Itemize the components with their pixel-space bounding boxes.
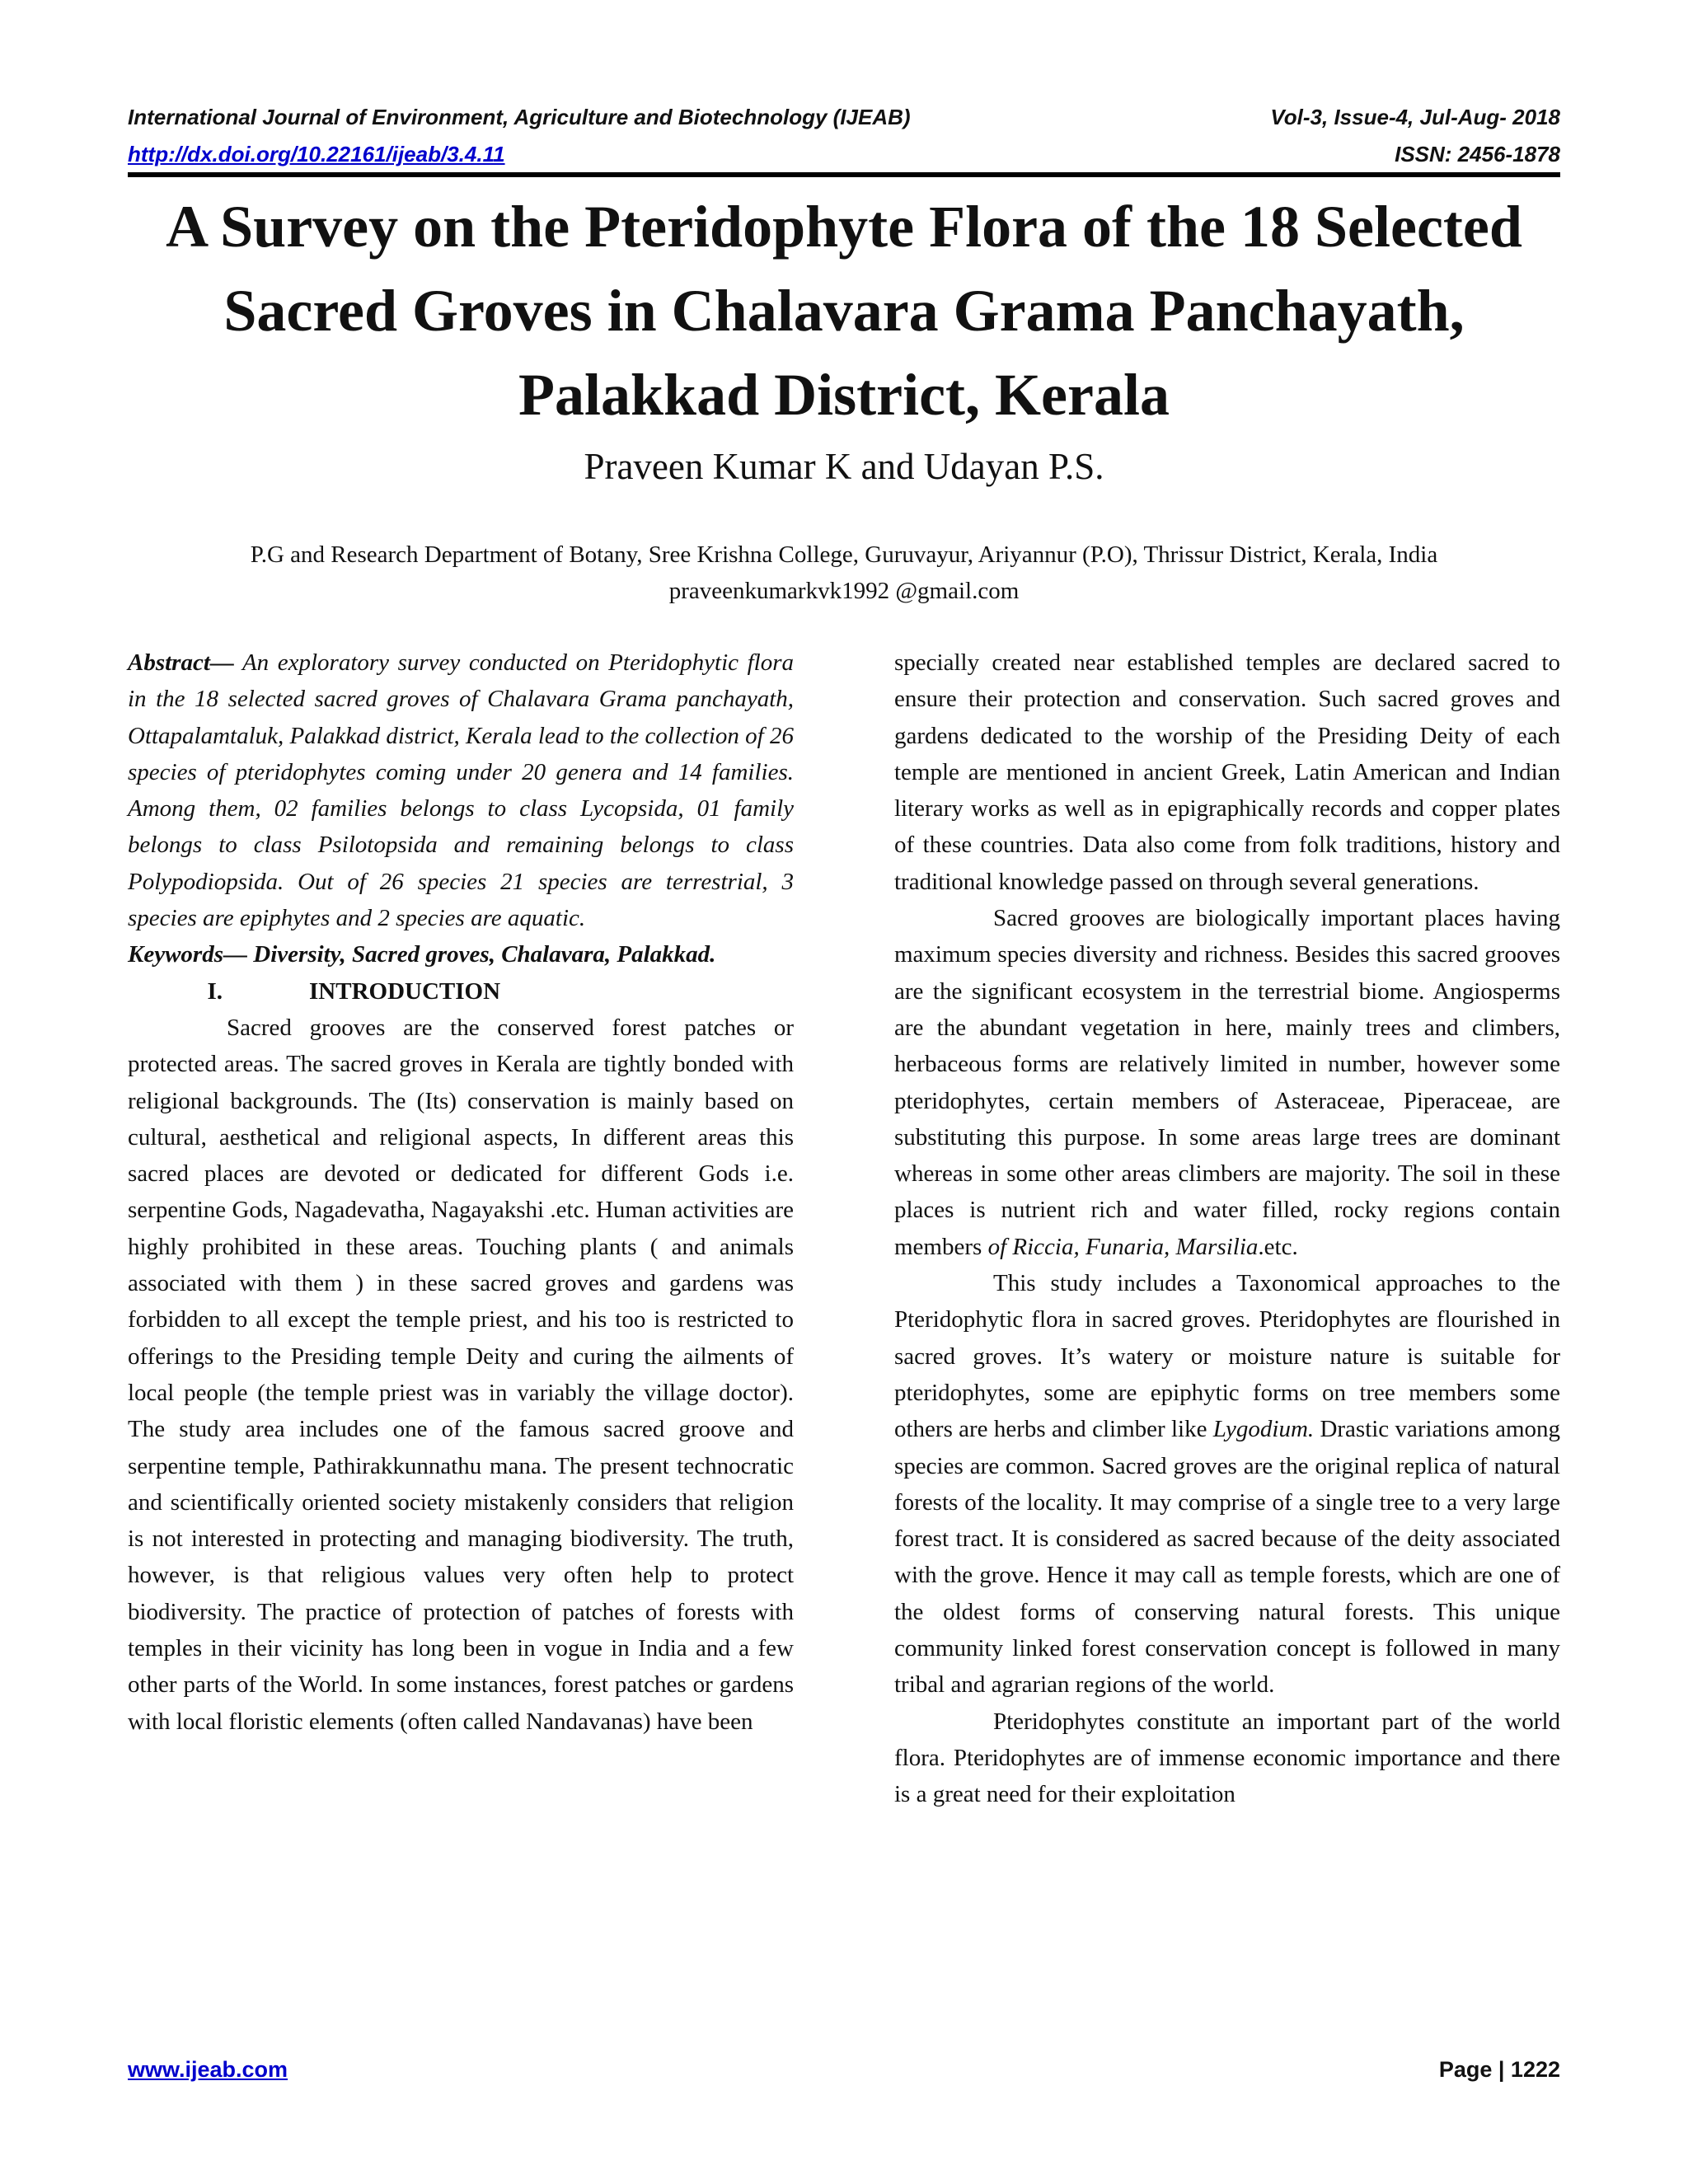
affiliation: P.G and Research Department of Botany, Sree Krishna College, Guruvayur, Ariyannur (P.O), Thrissur District, Kerala, India	[250, 541, 1438, 568]
abstract-label: Abstract—	[128, 649, 234, 676]
section-title: INTRODUCTION	[309, 977, 501, 1005]
section-number: I.	[207, 977, 223, 1005]
volume-issue: Vol-3, Issue-4, Jul-Aug- 2018	[1270, 105, 1560, 129]
paper-title: A Survey on the Pteridophyte Flora of the 18 Selected Sacred Groves in Chalavara Grama Panchayath, Palakkad District, Kerala	[166, 194, 1522, 428]
paragraph-4: Pteridophytes constitute an important part of the world flora. Pteridophytes are of immense economic importance and there is a great need for their exploitation	[894, 1708, 1560, 1808]
intro-paragraph: Sacred grooves are the conserved forest patches or protected areas. The sacred groves in Kerala are tightly bonded with religional backgrounds. The (Its) conservation is mainly based on cultural, aesthetical and religional aspects, In different areas this sacred places are devoted or dedicated for different Gods i.e. serpentine Gods, Nagadevatha, Nagayakshi .etc. Human activities are highly prohibited in these areas. Touching plants ( and animals associated with them ) in these sacred groves and gardens was forbidden to all except the temple priest, and his too is restricted to offerings to the Presiding temple Deity and curing the ailments of local people (the temple priest was in variably the village doctor). The study area includes one of the famous sacred groove and serpentine temple, Pathirakkunnathu mana. The present technocratic and scientifically oriented society mistakenly considers that religion is not interested in protecting and managing biodiversity. The truth, however, is that religious values very often help to protect biodiversity. The practice of protection of patches of forests with temples in their vicinity has long been in vogue in India and a few other parts of the World. In some instances, forest patches or gardens with local floristic elements (often called Nandavanas) have been	[128, 1014, 794, 1735]
affiliation-block	[124, 537, 1564, 609]
issn: ISSN: 2456-1878	[1395, 142, 1560, 166]
running-header	[128, 104, 1560, 130]
genus-names: of Riccia, Funaria, Marsilia	[987, 1233, 1259, 1260]
journal-name: International Journal of Environment, Agriculture and Biotechnology (IJEAB)	[128, 105, 911, 129]
paragraph-3	[894, 1265, 1560, 1704]
page-footer	[128, 2057, 1560, 2090]
abstract	[128, 644, 794, 936]
doi-link[interactable]: http://dx.doi.org/10.22161/ijeab/3.4.11	[128, 142, 505, 166]
paragraph-3-cont: Drastic variations among species are common. Sacred groves are the original replica of natural forests of the locality. It may comprise of a single tree to a very large forest tract. It is considered as sacred because of the deity associated with the grove. Hence it may call as temple forests, which are one of the oldest forms of conserving natural forests. This unique community linked forest conservation concept is followed in many tribal and agrarian regions of the world.	[894, 1416, 1561, 1699]
website-link[interactable]: www.ijeab.com	[128, 2057, 288, 2082]
left-column	[128, 644, 794, 1740]
genus-lygodium: Lygodium.	[1212, 1416, 1315, 1443]
abstract-text: An exploratory survey conducted on Pteridophytic flora in the 18 selected sacred groves of Chalavara Grama panchayath, Ottapalamtaluk, Palakkad district, Kerala lead to the collection of 26 species of pteridophytes coming under 20 genera and 14 families. Among them, 02 families belongs to class Lycopsida, 01 family belongs to class Psilotopsida and remaining belongs to class Polypodiopsida. Out of 26 species 21 species are terrestrial, 3 species are epiphytes and 2 species are aquatic.	[128, 649, 794, 932]
header-rule	[128, 172, 1560, 177]
right-column	[894, 644, 1560, 1813]
paragraph-2-text: Sacred grooves are biologically important places having maximum species diversity and richness. Besides this sacred grooves are the significant ecosystem in the terrestrial biome. Angiosperms are the abundant vegetation in here, mainly trees and climbers, herbaceous forms are relatively limited in number, however some pteridophytes, certain members of Asteraceae, Piperaceae, are substituting this purpose. In some areas large trees are dominant whereas in some other areas climbers are majority. The soil in these places is nutrient rich and water filled, rocky regions contain members	[894, 905, 1560, 1260]
paragraph-2-end: .etc.	[1258, 1233, 1298, 1260]
paragraph-2	[894, 900, 1560, 1265]
page-number: Page | 1222	[1438, 2057, 1560, 2082]
authors: Praveen Kumar K and Udayan P.S.	[584, 446, 1104, 487]
section-heading	[128, 973, 794, 1010]
paragraph-1: specially created near established temples are declared sacred to ensure their protection and conservation. Such sacred groves and gardens dedicated to the worship of the Presiding Deity of each temple are mentioned in ancient Greek, Latin American and Indian literary works as well as in epigraphically records and copper plates of these countries. Data also come from folk traditions, history and traditional knowledge passed on through several generations.	[894, 649, 1560, 895]
paragraph-3-text: This study includes a Taxonomical approaches to the Pteridophytic flora in sacred groves. Pteridophytes are flourished in sacred groves. It’s watery or moisture nature is suitable for pteridophytes, some are epiphytic forms on tree members some others are herbs and climber like	[894, 1270, 1560, 1443]
email: praveenkumarkvk1992 @gmail.com	[668, 578, 1020, 604]
keywords: Keywords— Diversity, Sacred groves, Chalavara, Palakkad.	[128, 941, 716, 968]
running-header-doi	[128, 141, 1560, 167]
